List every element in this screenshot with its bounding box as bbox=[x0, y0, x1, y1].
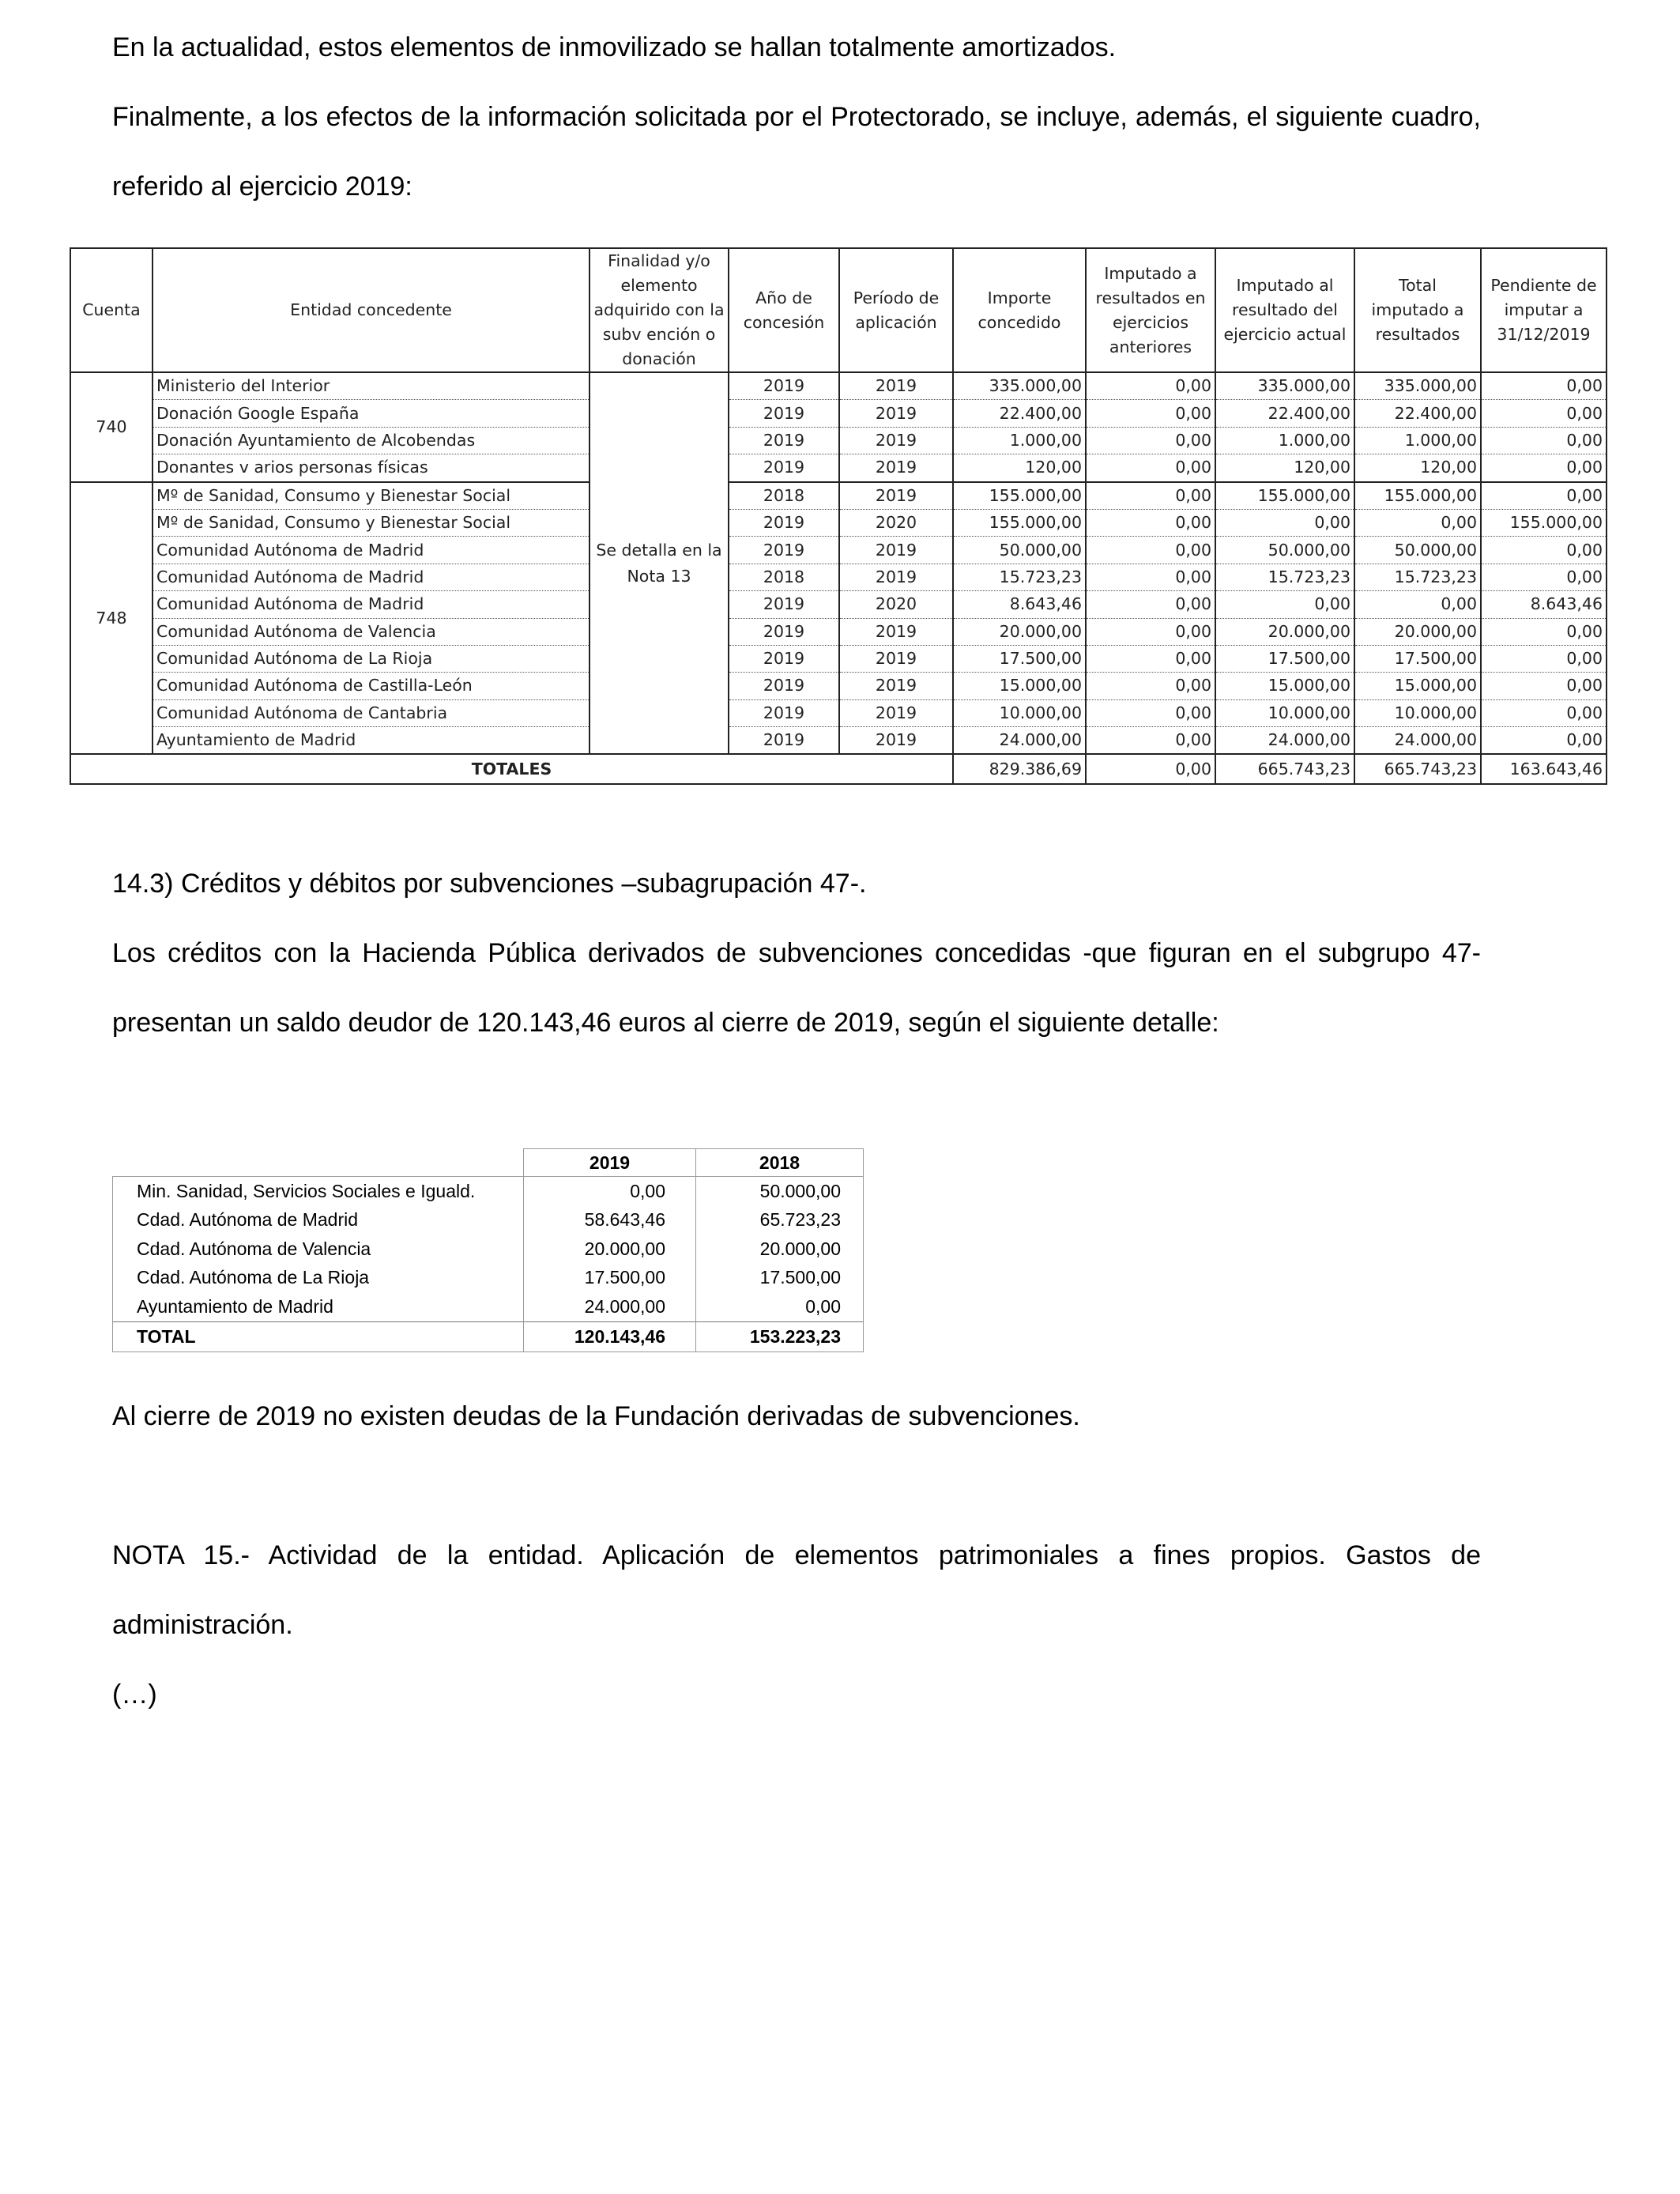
pendiente-cell: 0,00 bbox=[1481, 482, 1607, 510]
creditos-row bbox=[113, 1292, 864, 1321]
total-imputado-anteriores: 0,00 bbox=[1086, 754, 1215, 784]
total-imputado-cell: 50.000,00 bbox=[1354, 537, 1481, 564]
pendiente-cell: 0,00 bbox=[1481, 454, 1607, 482]
cuenta-cell-740: 740 bbox=[70, 372, 153, 482]
anio-cell: 2018 bbox=[729, 564, 839, 590]
creditos-entity-cell: Min. Sanidad, Servicios Sociales e Iguald. bbox=[113, 1177, 524, 1206]
imputado-anteriores-cell: 0,00 bbox=[1086, 482, 1215, 510]
total-imputado-cell: 335.000,00 bbox=[1354, 372, 1481, 400]
imputado-actual-cell: 20.000,00 bbox=[1215, 618, 1354, 645]
table-row bbox=[70, 591, 1607, 618]
creditos-2018-cell: 17.500,00 bbox=[696, 1264, 864, 1293]
creditos-row bbox=[113, 1177, 864, 1206]
periodo-cell: 2019 bbox=[839, 699, 953, 726]
total-pendiente: 163.643,46 bbox=[1481, 754, 1607, 784]
periodo-cell: 2019 bbox=[839, 400, 953, 427]
anio-cell: 2019 bbox=[729, 673, 839, 699]
creditos-table bbox=[112, 1148, 864, 1352]
entidad-cell: Comunidad Autónoma de Cantabria bbox=[153, 699, 590, 726]
imputado-actual-cell: 155.000,00 bbox=[1215, 482, 1354, 510]
imputado-anteriores-cell: 0,00 bbox=[1086, 727, 1215, 755]
entidad-cell: Mº de Sanidad, Consumo y Bienestar Social bbox=[153, 509, 590, 536]
entidad-cell: Donantes v arios personas físicas bbox=[153, 454, 590, 482]
table-row bbox=[70, 727, 1607, 755]
imputado-actual-cell: 1.000,00 bbox=[1215, 427, 1354, 454]
creditos-total-2019: 120.143,46 bbox=[524, 1321, 696, 1351]
creditos-2019-cell: 58.643,46 bbox=[524, 1206, 696, 1235]
imputado-anteriores-cell: 0,00 bbox=[1086, 427, 1215, 454]
creditos-row bbox=[113, 1206, 864, 1235]
imputado-actual-cell: 17.500,00 bbox=[1215, 645, 1354, 672]
table-row bbox=[70, 699, 1607, 726]
total-imputado-cell: 20.000,00 bbox=[1354, 618, 1481, 645]
periodo-cell: 2019 bbox=[839, 454, 953, 482]
importe-cell: 335.000,00 bbox=[953, 372, 1086, 400]
creditos-entity-cell: Cdad. Autónoma de La Rioja bbox=[113, 1264, 524, 1293]
importe-cell: 1.000,00 bbox=[953, 427, 1086, 454]
imputado-actual-cell: 10.000,00 bbox=[1215, 699, 1354, 726]
total-imputado: 665.743,23 bbox=[1354, 754, 1481, 784]
creditos-entity-cell: Cdad. Autónoma de Madrid bbox=[113, 1206, 524, 1235]
imputado-anteriores-cell: 0,00 bbox=[1086, 400, 1215, 427]
entidad-cell: Comunidad Autónoma de Madrid bbox=[153, 537, 590, 564]
totals-label: TOTALES bbox=[70, 754, 953, 784]
importe-cell: 22.400,00 bbox=[953, 400, 1086, 427]
finalidad-cell: Se detalla en la Nota 13 bbox=[590, 372, 729, 754]
entidad-cell: Ayuntamiento de Madrid bbox=[153, 727, 590, 755]
col-header-anio: Año de concesión bbox=[729, 248, 839, 372]
entidad-cell: Mº de Sanidad, Consumo y Bienestar Social bbox=[153, 482, 590, 510]
table-row bbox=[70, 564, 1607, 590]
section-heading-14-3: 14.3) Créditos y débitos por subvenciones –subagrupación 47-. bbox=[112, 869, 867, 899]
imputado-anteriores-cell: 0,00 bbox=[1086, 564, 1215, 590]
imputado-actual-cell: 22.400,00 bbox=[1215, 400, 1354, 427]
paragraph-protectorado: Finalmente, a los efectos de la información solicitada por el Protectorado, se incluye, además, el siguiente cuadro, referido al ejercicio 2019: bbox=[112, 102, 1481, 202]
imputado-actual-cell: 0,00 bbox=[1215, 591, 1354, 618]
imputado-anteriores-cell: 0,00 bbox=[1086, 618, 1215, 645]
entidad-cell: Comunidad Autónoma de Castilla-León bbox=[153, 673, 590, 699]
importe-cell: 10.000,00 bbox=[953, 699, 1086, 726]
anio-cell: 2019 bbox=[729, 537, 839, 564]
anio-cell: 2018 bbox=[729, 482, 839, 510]
table-row bbox=[70, 537, 1607, 564]
creditos-total-row bbox=[113, 1321, 864, 1351]
entidad-cell: Comunidad Autónoma de La Rioja bbox=[153, 645, 590, 672]
entidad-cell: Comunidad Autónoma de Madrid bbox=[153, 591, 590, 618]
entidad-cell: Ministerio del Interior bbox=[153, 372, 590, 400]
pendiente-cell: 0,00 bbox=[1481, 537, 1607, 564]
creditos-header-2019: 2019 bbox=[524, 1149, 696, 1177]
pendiente-cell: 0,00 bbox=[1481, 673, 1607, 699]
creditos-total-2018: 153.223,23 bbox=[696, 1321, 864, 1351]
importe-cell: 20.000,00 bbox=[953, 618, 1086, 645]
total-imputado-cell: 15.723,23 bbox=[1354, 564, 1481, 590]
col-header-entidad: Entidad concedente bbox=[153, 248, 590, 372]
anio-cell: 2019 bbox=[729, 427, 839, 454]
creditos-row bbox=[113, 1235, 864, 1264]
total-importe: 829.386,69 bbox=[953, 754, 1086, 784]
pendiente-cell: 155.000,00 bbox=[1481, 509, 1607, 536]
anio-cell: 2019 bbox=[729, 591, 839, 618]
anio-cell: 2019 bbox=[729, 400, 839, 427]
imputado-actual-cell: 24.000,00 bbox=[1215, 727, 1354, 755]
col-header-finalidad: Finalidad y/o elemento adquirido con la subv ención o donación bbox=[590, 248, 729, 372]
col-header-cuenta: Cuenta bbox=[70, 248, 153, 372]
paragraph-creditos: Los créditos con la Hacienda Pública derivados de subvenciones concedidas -que figuran en el subgrupo 47- presentan un saldo deudor de 120.143,46 euros al cierre de 2019, según el siguiente detalle: bbox=[112, 938, 1481, 1038]
ellipsis: (…) bbox=[112, 1679, 157, 1710]
creditos-2018-cell: 0,00 bbox=[696, 1292, 864, 1321]
importe-cell: 50.000,00 bbox=[953, 537, 1086, 564]
creditos-entity-cell: Ayuntamiento de Madrid bbox=[113, 1292, 524, 1321]
creditos-2019-cell: 20.000,00 bbox=[524, 1235, 696, 1264]
total-imputado-cell: 1.000,00 bbox=[1354, 427, 1481, 454]
creditos-2019-cell: 17.500,00 bbox=[524, 1264, 696, 1293]
creditos-2018-cell: 50.000,00 bbox=[696, 1177, 864, 1206]
total-imputado-cell: 0,00 bbox=[1354, 591, 1481, 618]
col-header-importe: Importe concedido bbox=[953, 248, 1086, 372]
imputado-anteriores-cell: 0,00 bbox=[1086, 509, 1215, 536]
pendiente-cell: 0,00 bbox=[1481, 427, 1607, 454]
creditos-entity-cell: Cdad. Autónoma de Valencia bbox=[113, 1235, 524, 1264]
table-header-row bbox=[70, 248, 1607, 372]
pendiente-cell: 0,00 bbox=[1481, 618, 1607, 645]
total-imputado-cell: 10.000,00 bbox=[1354, 699, 1481, 726]
table-row bbox=[70, 427, 1607, 454]
table-row bbox=[70, 673, 1607, 699]
entidad-cell: Comunidad Autónoma de Madrid bbox=[153, 564, 590, 590]
periodo-cell: 2019 bbox=[839, 727, 953, 755]
imputado-actual-cell: 0,00 bbox=[1215, 509, 1354, 536]
table-row bbox=[70, 618, 1607, 645]
creditos-2019-cell: 0,00 bbox=[524, 1177, 696, 1206]
creditos-header-blank bbox=[113, 1149, 524, 1177]
imputado-anteriores-cell: 0,00 bbox=[1086, 537, 1215, 564]
total-imputado-cell: 155.000,00 bbox=[1354, 482, 1481, 510]
pendiente-cell: 0,00 bbox=[1481, 645, 1607, 672]
table-row bbox=[70, 509, 1607, 536]
creditos-2019-cell: 24.000,00 bbox=[524, 1292, 696, 1321]
col-header-periodo: Período de aplicación bbox=[839, 248, 953, 372]
periodo-cell: 2019 bbox=[839, 537, 953, 564]
creditos-header-row bbox=[113, 1149, 864, 1177]
cuenta-cell-748: 748 bbox=[70, 482, 153, 755]
pendiente-cell: 0,00 bbox=[1481, 699, 1607, 726]
col-header-total: Total imputado a resultados bbox=[1354, 248, 1481, 372]
table-row bbox=[70, 645, 1607, 672]
periodo-cell: 2019 bbox=[839, 618, 953, 645]
importe-cell: 15.723,23 bbox=[953, 564, 1086, 590]
imputado-anteriores-cell: 0,00 bbox=[1086, 699, 1215, 726]
imputado-actual-cell: 15.723,23 bbox=[1215, 564, 1354, 590]
entidad-cell: Comunidad Autónoma de Valencia bbox=[153, 618, 590, 645]
imputado-anteriores-cell: 0,00 bbox=[1086, 591, 1215, 618]
creditos-header-2018: 2018 bbox=[696, 1149, 864, 1177]
periodo-cell: 2020 bbox=[839, 591, 953, 618]
table-row bbox=[70, 400, 1607, 427]
total-imputado-cell: 17.500,00 bbox=[1354, 645, 1481, 672]
table-row bbox=[70, 372, 1607, 400]
pendiente-cell: 8.643,46 bbox=[1481, 591, 1607, 618]
imputado-anteriores-cell: 0,00 bbox=[1086, 372, 1215, 400]
total-imputado-cell: 22.400,00 bbox=[1354, 400, 1481, 427]
importe-cell: 17.500,00 bbox=[953, 645, 1086, 672]
anio-cell: 2019 bbox=[729, 509, 839, 536]
pendiente-cell: 0,00 bbox=[1481, 400, 1607, 427]
subvenciones-table bbox=[70, 247, 1607, 785]
periodo-cell: 2019 bbox=[839, 564, 953, 590]
imputado-actual-cell: 15.000,00 bbox=[1215, 673, 1354, 699]
col-header-pendiente: Pendiente de imputar a 31/12/2019 bbox=[1481, 248, 1607, 372]
creditos-total-label: TOTAL bbox=[113, 1321, 524, 1351]
imputado-anteriores-cell: 0,00 bbox=[1086, 673, 1215, 699]
anio-cell: 2019 bbox=[729, 699, 839, 726]
col-header-imputado-anteriores: Imputado a resultados en ejercicios anteriores bbox=[1086, 248, 1215, 372]
nota-15-heading: NOTA 15.- Actividad de la entidad. Aplicación de elementos patrimoniales a fines propios. Gastos de administración. bbox=[112, 1540, 1481, 1640]
importe-cell: 8.643,46 bbox=[953, 591, 1086, 618]
periodo-cell: 2020 bbox=[839, 509, 953, 536]
anio-cell: 2019 bbox=[729, 372, 839, 400]
imputado-actual-cell: 335.000,00 bbox=[1215, 372, 1354, 400]
anio-cell: 2019 bbox=[729, 454, 839, 482]
importe-cell: 15.000,00 bbox=[953, 673, 1086, 699]
entidad-cell: Donación Ayuntamiento de Alcobendas bbox=[153, 427, 590, 454]
imputado-anteriores-cell: 0,00 bbox=[1086, 645, 1215, 672]
periodo-cell: 2019 bbox=[839, 482, 953, 510]
pendiente-cell: 0,00 bbox=[1481, 564, 1607, 590]
creditos-2018-cell: 65.723,23 bbox=[696, 1206, 864, 1235]
imputado-actual-cell: 50.000,00 bbox=[1215, 537, 1354, 564]
importe-cell: 120,00 bbox=[953, 454, 1086, 482]
creditos-row bbox=[113, 1264, 864, 1293]
total-imputado-cell: 0,00 bbox=[1354, 509, 1481, 536]
table-row bbox=[70, 482, 1607, 510]
paragraph-amortizados: En la actualidad, estos elementos de inmovilizado se hallan totalmente amortizados. bbox=[112, 32, 1117, 62]
periodo-cell: 2019 bbox=[839, 427, 953, 454]
totals-row bbox=[70, 754, 1607, 784]
importe-cell: 155.000,00 bbox=[953, 482, 1086, 510]
periodo-cell: 2019 bbox=[839, 645, 953, 672]
total-imputado-cell: 15.000,00 bbox=[1354, 673, 1481, 699]
pendiente-cell: 0,00 bbox=[1481, 372, 1607, 400]
pendiente-cell: 0,00 bbox=[1481, 727, 1607, 755]
anio-cell: 2019 bbox=[729, 727, 839, 755]
paragraph-deudas: Al cierre de 2019 no existen deudas de la Fundación derivadas de subvenciones. bbox=[112, 1401, 1080, 1431]
col-header-imputado-actual: Imputado al resultado del ejercicio actual bbox=[1215, 248, 1354, 372]
creditos-2018-cell: 20.000,00 bbox=[696, 1235, 864, 1264]
total-imputado-actual: 665.743,23 bbox=[1215, 754, 1354, 784]
periodo-cell: 2019 bbox=[839, 372, 953, 400]
importe-cell: 155.000,00 bbox=[953, 509, 1086, 536]
anio-cell: 2019 bbox=[729, 645, 839, 672]
imputado-actual-cell: 120,00 bbox=[1215, 454, 1354, 482]
importe-cell: 24.000,00 bbox=[953, 727, 1086, 755]
total-imputado-cell: 120,00 bbox=[1354, 454, 1481, 482]
table-row bbox=[70, 454, 1607, 482]
periodo-cell: 2019 bbox=[839, 673, 953, 699]
total-imputado-cell: 24.000,00 bbox=[1354, 727, 1481, 755]
imputado-anteriores-cell: 0,00 bbox=[1086, 454, 1215, 482]
anio-cell: 2019 bbox=[729, 618, 839, 645]
entidad-cell: Donación Google España bbox=[153, 400, 590, 427]
